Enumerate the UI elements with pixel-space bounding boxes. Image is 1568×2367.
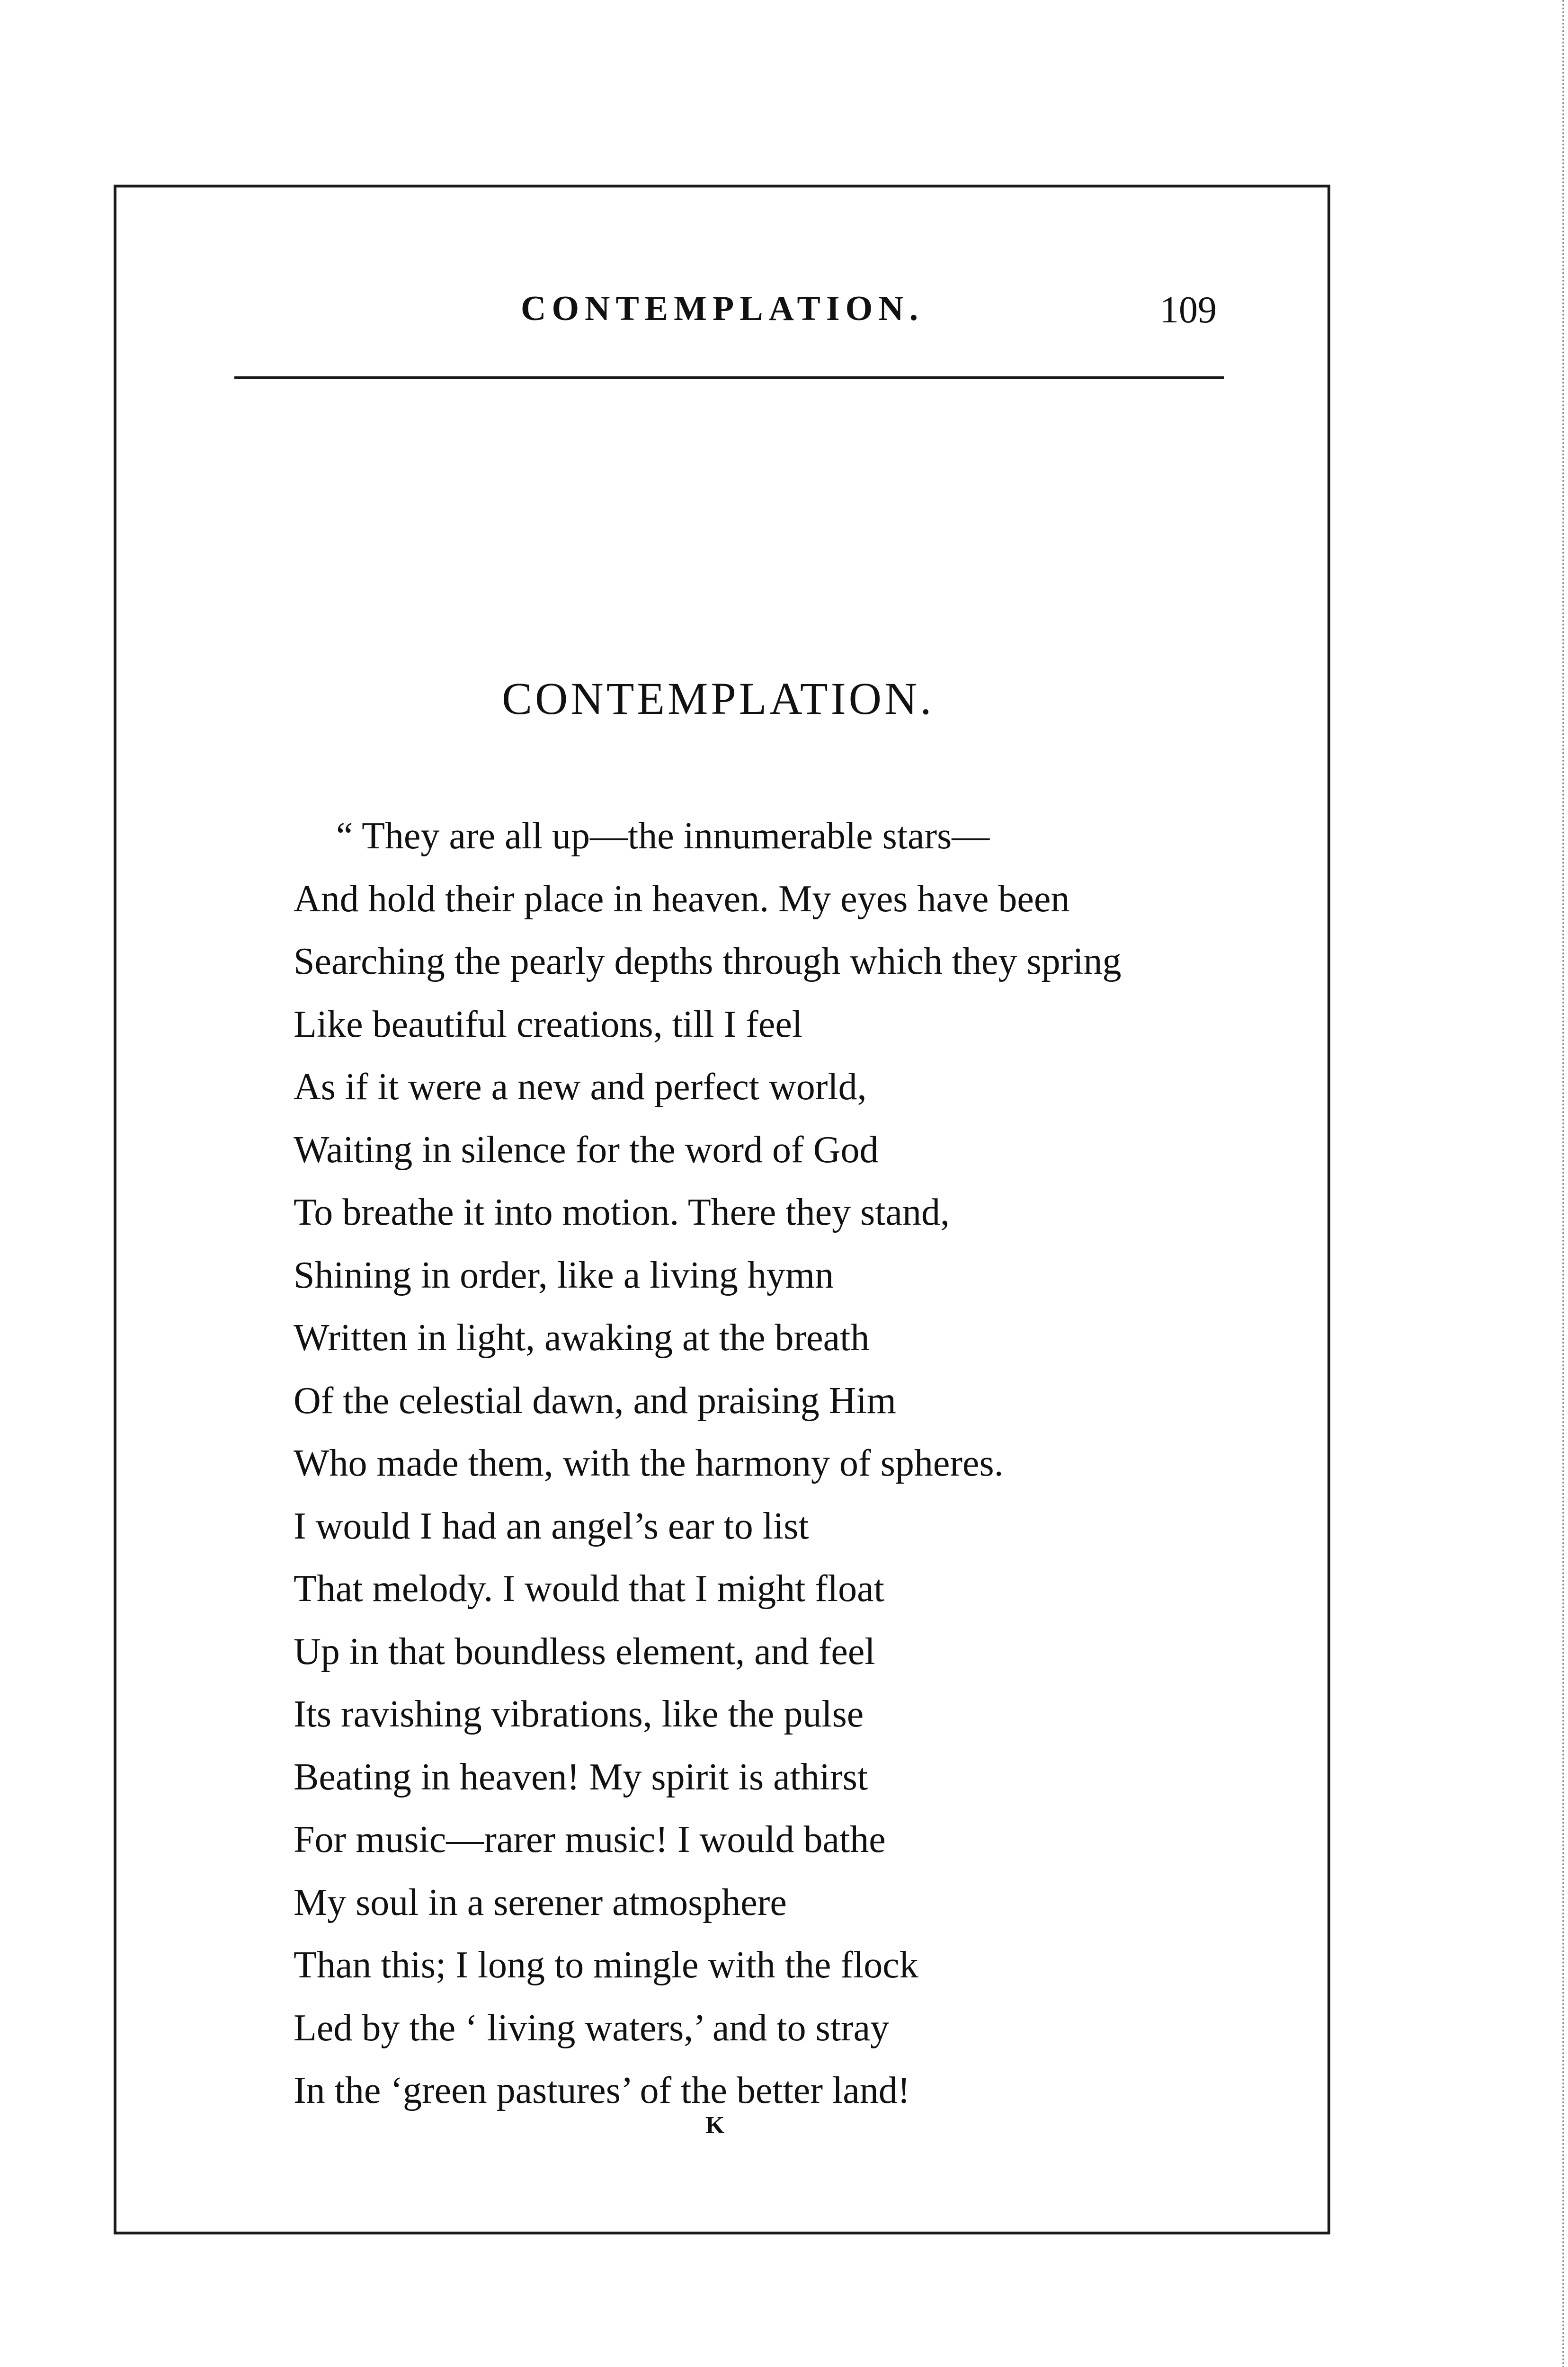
page-edge-marks [1543, 0, 1564, 2367]
poem-title: CONTEMPLATION. [502, 673, 935, 724]
header-rule [234, 376, 1224, 379]
poem-line: As if it were a new and perfect world, [294, 1066, 867, 1108]
running-title: CONTEMPLATION. [521, 289, 924, 328]
poem-line: And hold their place in heaven. My eyes have been [294, 878, 1070, 920]
poem-line: Waiting in silence for the word of God [294, 1129, 879, 1171]
poem-line: For music—rarer music! I would bathe [294, 1819, 886, 1860]
poem-line: Than this; I long to mingle with the flock [294, 1944, 918, 1986]
poem-line: Shining in order, like a living hymn [294, 1254, 834, 1296]
poem-line: Written in light, awaking at the breath [294, 1317, 870, 1359]
poem-line: In the ‘green pastures’ of the better land! [294, 2070, 910, 2111]
poem-line: Like beautiful creations, till I feel [294, 1003, 803, 1045]
signature-mark: K [705, 2112, 725, 2139]
poem-line: That melody. I would that I might float [294, 1568, 884, 1610]
poem-line: Beating in heaven! My spirit is athirst [294, 1756, 868, 1798]
poem-line: Its ravishing vibrations, like the pulse [294, 1693, 864, 1735]
poem-line: Who made them, with the harmony of spheres. [294, 1442, 1004, 1484]
poem-line: My soul in a serener atmosphere [294, 1881, 787, 1923]
poem-line: Searching the pearly depths through which they spring [294, 941, 1122, 982]
poem-line: I would I had an angel’s ear to list [294, 1505, 809, 1547]
poem-line: Led by the ‘ living waters,’ and to stray [294, 2007, 890, 2049]
poem-line: Up in that boundless element, and feel [294, 1630, 875, 1673]
page-number: 109 [1160, 289, 1217, 331]
poem-body [294, 805, 1335, 2122]
poem-line: “ They are all up—the innumerable stars— [336, 815, 990, 857]
poem-line: Of the celestial dawn, and praising Him [294, 1379, 896, 1422]
poem-line: To breathe it into motion. There they stand, [294, 1192, 950, 1233]
